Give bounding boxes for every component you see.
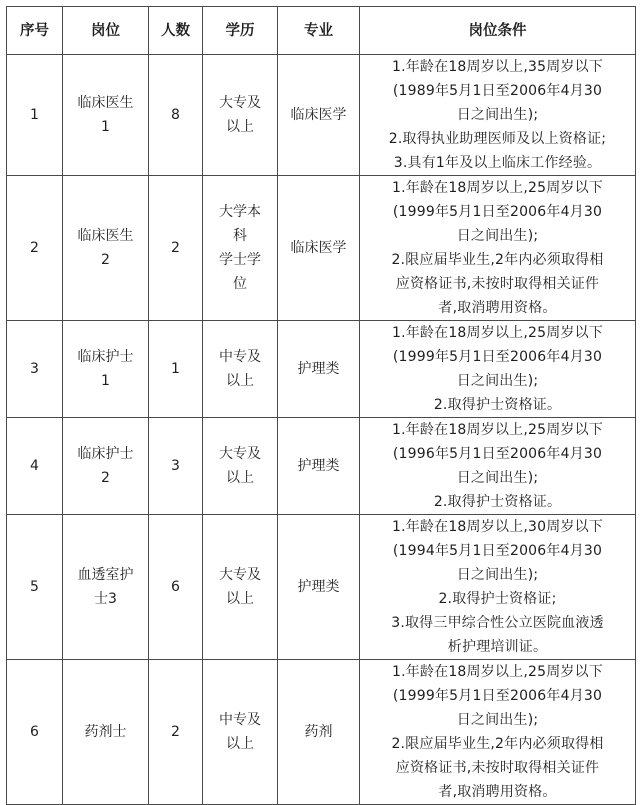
cell-conditions-line: (1994年5月1日至2006年4月30 [392, 543, 603, 559]
cell-index: 5 [7, 515, 63, 660]
cell-conditions-line: 3.具有1年及以上临床工作经验。 [393, 155, 602, 171]
cell-education-line: 以上 [226, 591, 254, 607]
cell-conditions-line: (1999年5月1日至2006年4月30 [392, 204, 603, 220]
cell-education [203, 660, 278, 805]
cell-conditions-line: 1.年龄在18周岁以上,25周岁以下 [391, 180, 604, 196]
cell-position-line: 2 [101, 470, 110, 486]
cell-conditions-line: 2.取得护士资格证。 [433, 494, 562, 510]
cell-major: 护理类 [278, 515, 360, 660]
cell-conditions [360, 176, 636, 321]
cell-education-line: 学士学 [219, 252, 261, 268]
cell-conditions [360, 321, 636, 418]
table-body [7, 55, 636, 805]
cell-education-line: 以上 [226, 470, 254, 486]
cell-education-line: 大专及 [219, 567, 261, 583]
cell-count: 2 [149, 660, 203, 805]
cell-education [203, 176, 278, 321]
cell-position-line: 临床护士 [77, 446, 134, 462]
cell-conditions-line: 日之间出生); [456, 567, 539, 583]
cell-conditions-line: 2.限应届毕业生,2年内必须取得相 [391, 736, 604, 752]
cell-position-line: 2 [101, 252, 110, 268]
header-major: 专业 [278, 7, 360, 55]
cell-education-line: 科 [233, 228, 247, 244]
cell-position-line: 士3 [94, 591, 117, 607]
cell-education-line: 大专及 [219, 95, 261, 111]
cell-education [203, 515, 278, 660]
cell-count: 1 [149, 321, 203, 418]
cell-conditions [360, 418, 636, 515]
cell-position-line: 血透室护 [77, 567, 134, 583]
cell-conditions [360, 660, 636, 805]
cell-conditions [360, 55, 636, 176]
cell-education-line: 中专及 [219, 712, 261, 728]
table-row [7, 176, 636, 321]
table-row [7, 321, 636, 418]
cell-conditions-line: 1.年龄在18周岁以上,35周岁以下 [391, 59, 604, 75]
cell-conditions-line: 2.取得护士资格证; [438, 591, 557, 607]
cell-position [63, 321, 149, 418]
cell-count: 6 [149, 515, 203, 660]
recruitment-table [6, 6, 636, 805]
cell-position [63, 418, 149, 515]
header-conditions: 岗位条件 [360, 7, 636, 55]
cell-conditions-line: 1.年龄在18周岁以上,25周岁以下 [391, 422, 604, 438]
cell-position-line: 临床医生 [77, 95, 134, 111]
cell-major: 护理类 [278, 321, 360, 418]
cell-conditions-line: 1.年龄在18周岁以上,25周岁以下 [391, 664, 604, 680]
cell-education [203, 321, 278, 418]
cell-conditions-line: 2.取得护士资格证。 [433, 397, 562, 413]
table-row [7, 418, 636, 515]
cell-conditions-line: 日之间出生); [456, 712, 539, 728]
cell-index: 4 [7, 418, 63, 515]
cell-education-line: 大专及 [219, 446, 261, 462]
cell-position [63, 55, 149, 176]
cell-conditions-line: 3.取得三甲综合性公立医院血液透 [391, 615, 604, 631]
cell-education-line: 以上 [226, 119, 254, 135]
cell-position [63, 176, 149, 321]
cell-conditions [360, 515, 636, 660]
cell-major: 临床医学 [278, 176, 360, 321]
cell-education-line: 中专及 [219, 349, 261, 365]
cell-count: 3 [149, 418, 203, 515]
cell-index: 3 [7, 321, 63, 418]
cell-conditions-line: 者,取消聘用资格。 [438, 300, 557, 316]
table-row [7, 660, 636, 805]
cell-index: 1 [7, 55, 63, 176]
cell-index: 6 [7, 660, 63, 805]
cell-position-line: 临床护士 [77, 349, 134, 365]
cell-conditions-line: 应资格证书,未按时取得相关证件 [395, 276, 600, 292]
table-row [7, 55, 636, 176]
header-count: 人数 [149, 7, 203, 55]
cell-major: 临床医学 [278, 55, 360, 176]
cell-conditions-line: 者,取消聘用资格。 [438, 784, 557, 800]
cell-education-line: 大学本 [219, 204, 261, 220]
cell-conditions-line: 2.限应届毕业生,2年内必须取得相 [391, 252, 604, 268]
cell-education-line: 以上 [226, 373, 254, 389]
cell-conditions-line: (1989年5月1日至2006年4月30 [392, 83, 603, 99]
cell-index: 2 [7, 176, 63, 321]
cell-conditions-line: 应资格证书,未按时取得相关证件 [395, 760, 600, 776]
cell-conditions-line: 1.年龄在18周岁以上,30周岁以下 [391, 519, 604, 535]
cell-conditions-line: 析护理培训证。 [447, 639, 548, 655]
cell-position-line: 临床医生 [77, 228, 134, 244]
cell-conditions-line: (1999年5月1日至2006年4月30 [392, 349, 603, 365]
cell-conditions-line: (1996年5月1日至2006年4月30 [392, 446, 603, 462]
cell-count: 2 [149, 176, 203, 321]
cell-education-line: 以上 [226, 736, 254, 752]
header-row [7, 7, 636, 55]
cell-conditions-line: 2.取得执业助理医师及以上资格证; [388, 131, 607, 147]
cell-position-line: 药剂士 [84, 724, 127, 740]
cell-conditions-line: 日之间出生); [456, 470, 539, 486]
cell-position-line: 1 [101, 373, 110, 389]
cell-position-line: 1 [101, 119, 110, 135]
cell-conditions-line: 日之间出生); [456, 228, 539, 244]
header-index: 序号 [7, 7, 63, 55]
cell-education [203, 55, 278, 176]
cell-major: 药剂 [278, 660, 360, 805]
cell-count: 8 [149, 55, 203, 176]
cell-conditions-line: 日之间出生); [456, 373, 539, 389]
cell-education-line: 位 [233, 276, 247, 292]
cell-position [63, 515, 149, 660]
cell-major: 护理类 [278, 418, 360, 515]
header-education: 学历 [203, 7, 278, 55]
cell-position [63, 660, 149, 805]
table-row [7, 515, 636, 660]
cell-conditions-line: (1999年5月1日至2006年4月30 [392, 688, 603, 704]
cell-conditions-line: 日之间出生); [456, 107, 539, 123]
cell-education [203, 418, 278, 515]
cell-conditions-line: 1.年龄在18周岁以上,25周岁以下 [391, 325, 604, 341]
header-position: 岗位 [63, 7, 149, 55]
